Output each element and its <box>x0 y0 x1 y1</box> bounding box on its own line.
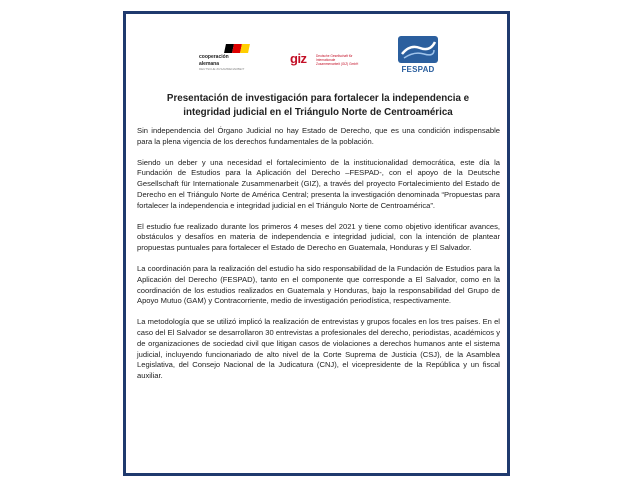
fespad-logo <box>396 36 440 76</box>
paragraph-1: Sin independencia del Órgano Judicial no hay Estado de Derecho, que es una condición indispensable para la plena vigencia de los derechos fundamentales de la población. <box>137 126 500 146</box>
giz-wordmark: giz <box>290 51 307 66</box>
paragraph-2: Siendo un deber y una necesidad el fortalecimiento de la institucionalidad democrática, este día la Fundación de Estudios para la Aplicación del Derecho –FESPAD-, con el apoyo de la Deutsche Gesellschaft für Internationale Zusammenarbeit (GIZ), a través del proyecto Fortalecimiento del Estado de Derecho en el Triángulo Norte de América Central; presenta la investigación denominada “Propuestas para fortalecer la independencia e integridad judicial en el Triángulo Norte de Centroamérica”. <box>137 157 500 210</box>
flag-stripe-gold <box>240 44 250 53</box>
giz-logo <box>290 52 360 72</box>
paragraph-5: La metodología que se utilizó implicó la realización de entrevistas y grupos focales en los tres países. En el caso del El Salvador se desarrollaron 30 entrevistas a profesionales del derecho, periodistas, académicos y de organizaciones de sociedad civil que litigan casos de violaciones a derechos humanos ante el sistema judicial, incluyendo funcionariado de alto nivel de la Corte Suprema de Justicia (CSJ), de la Asamblea Legislativa, del Consejo Nacional de la Judicatura (CNJ), el vicepresidente de la República y un fiscal auxiliar. <box>137 317 500 381</box>
document-title: Presentación de investigación para fortalecer la independencia e integridad judicial en el Triángulo Norte de Centroamérica <box>166 93 470 118</box>
giz-subtitle: Deutsche Gesellschaft für Internationale Zusammenarbeit (GIZ) GmbH <box>316 54 359 66</box>
document-page <box>123 11 510 476</box>
cooperacion-alemana-logo <box>199 44 259 78</box>
deutsche-zusammenarbeit-label: DEUTSCHE ZUSAMMENARBEIT <box>199 67 245 71</box>
fespad-emblem-icon <box>398 36 438 63</box>
paragraph-4: La coordinación para la realización del estudio ha sido responsabilidad de la Fundación de Estudios para la Aplicación del Derecho (FESPAD), tanto en el componente que corresponde a El Salvador, como en la coordinación de los estudios realizados en Guatemala y Honduras, bajo la responsabilidad del Grupo de Apoyo Mutuo (GAM) y Contracorriente, medio de investigación periodística, respectivamente. <box>137 263 500 306</box>
paragraph-3: El estudio fue realizado durante los primeros 4 meses del 2021 y tiene como objetivo identificar avances, obstáculos y desafíos en materia de independencia e integridad judicial, con la intención de plantear propuestas puntuales para fortalecer el Estado de Derecho en Guatemala, Honduras y El Salvador. <box>137 221 500 253</box>
fespad-wordmark: FESPAD <box>401 65 435 74</box>
cooperacion-label: cooperación <box>199 54 229 60</box>
document-body <box>137 126 500 392</box>
alemana-label: alemana <box>199 61 220 67</box>
german-flag-icon <box>224 44 250 53</box>
logo-bar <box>126 36 507 76</box>
